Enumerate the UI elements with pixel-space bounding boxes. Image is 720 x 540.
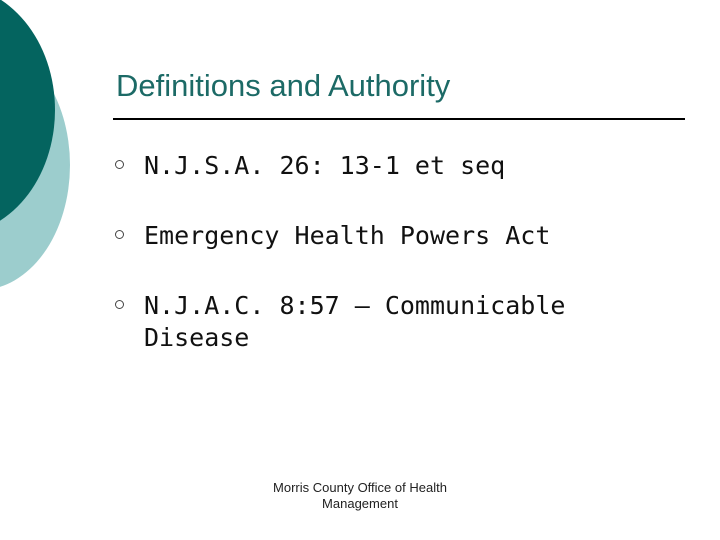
hollow-circle-bullet-icon <box>115 300 124 309</box>
bullet-list <box>113 150 673 392</box>
slide-footer <box>240 480 480 512</box>
bullet-text: N.J.A.C. 8:57 – Communicable Disease <box>144 291 566 352</box>
bullet-item-njac <box>113 290 673 354</box>
footer-line: Management <box>322 496 398 511</box>
title-underline <box>113 118 685 120</box>
bullet-item-njsa <box>113 150 673 182</box>
slide-title: Definitions and Authority <box>116 68 451 103</box>
bullet-item-emergency-act <box>113 220 673 252</box>
hollow-circle-bullet-icon <box>115 230 124 239</box>
footer-line: Morris County Office of Health <box>273 480 447 495</box>
hollow-circle-bullet-icon <box>115 160 124 169</box>
bullet-text: N.J.S.A. 26: 13-1 et seq <box>144 151 506 180</box>
bullet-text: Emergency Health Powers Act <box>144 221 551 250</box>
